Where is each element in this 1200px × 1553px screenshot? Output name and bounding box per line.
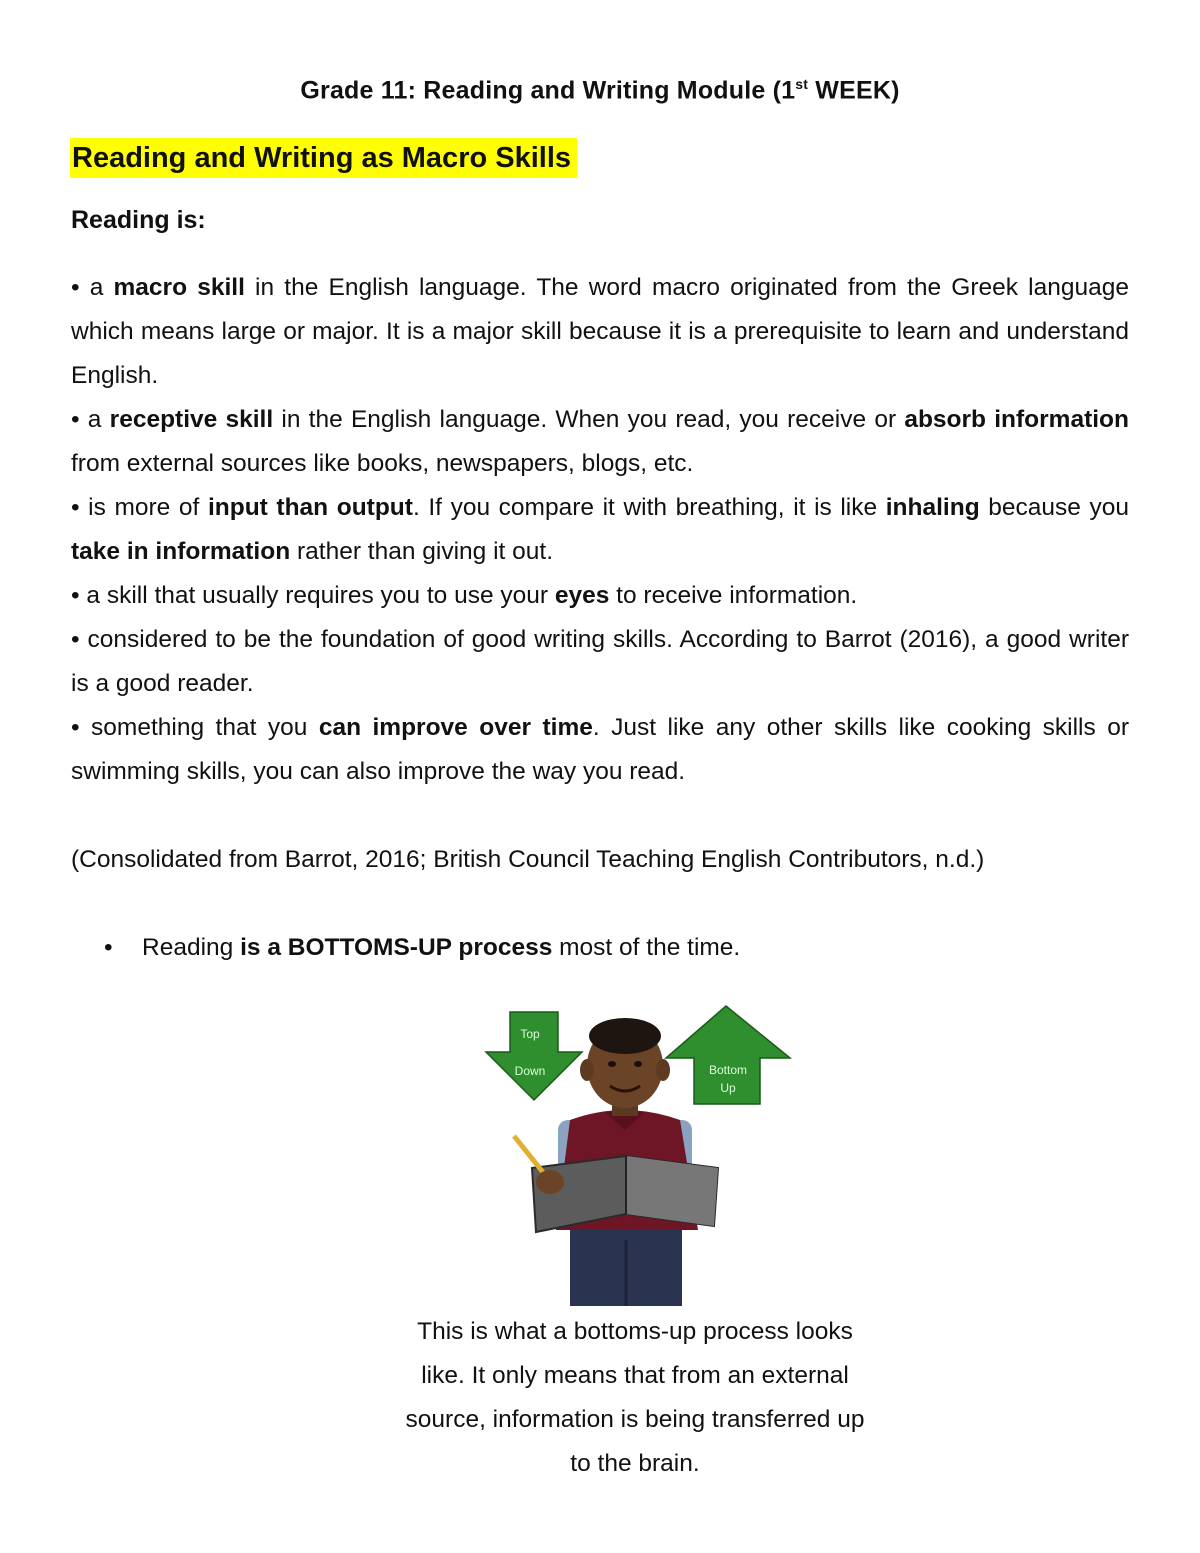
svg-text:Up: Up <box>720 1081 736 1095</box>
bullet-eyes: • a skill that usually requires you to use your eyes to receive information. <box>71 582 858 609</box>
svg-text:Down: Down <box>514 1064 546 1078</box>
top-down-arrow-icon <box>486 1012 582 1100</box>
figure-caption: This is what a bottoms-up process looks like. It only means that from an external source, information is being transferred up to the brain. <box>405 1318 865 1477</box>
svg-text:Top: Top <box>520 1027 540 1041</box>
bottoms-up-figure <box>470 1000 800 1306</box>
reading-bullet-list <box>71 266 1129 794</box>
bullet-input-output: • is more of input than output. If you compare it with breathing, it is like inhaling because you take in information rather than giving it out. <box>71 494 1130 565</box>
document-title: Grade 11: Reading and Writing Module (1st WEEK) <box>300 76 900 105</box>
bullet-foundation: • considered to be the foundation of good writing skills. According to Barrot (2016), a good writer is a good reader. <box>71 626 1129 697</box>
citation: (Consolidated from Barrot, 2016; British Council Teaching English Contributors, n.d.) <box>71 846 985 873</box>
bullet-macro-skill: • a macro skill in the English language. The word macro originated from the Greek language which means large or major. It is a major skill because it is a prerequisite to learn and understand English. <box>71 274 1129 389</box>
reading-is-subheading: Reading is: <box>71 206 206 234</box>
bullet-improve: • something that you can improve over time. Just like any other skills like cooking skills or swimming skills, you can also improve the way you read. <box>71 714 1129 785</box>
svg-text:Bottom: Bottom <box>708 1063 748 1077</box>
bottom-up-arrow-icon <box>666 1006 790 1104</box>
bullet-receptive-skill: • a receptive skill in the English language. When you read, you receive or absorb information from external sources like books, newspapers, blogs, etc. <box>71 406 1129 477</box>
section-heading: Reading and Writing as Macro Skills <box>70 138 577 178</box>
bottoms-up-bullet: • Reading is a BOTTOMS-UP process most of the time. <box>104 934 741 961</box>
title-superscript: st <box>795 76 809 92</box>
